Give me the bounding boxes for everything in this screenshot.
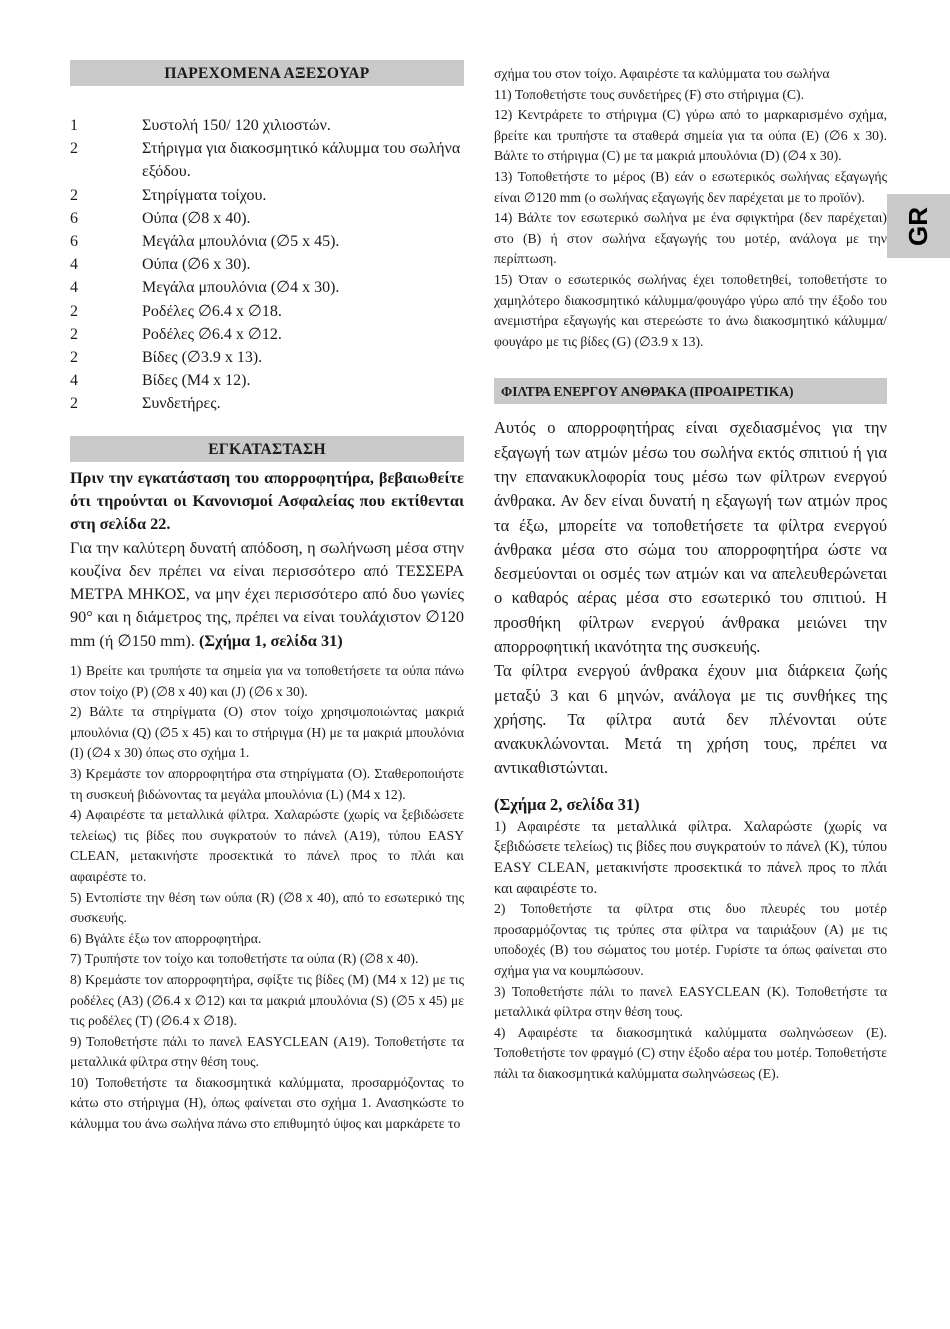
step-item: 14) Βάλτε τον εσωτερικό σωλήνα με ένα σφιγκτήρα (δεν παρέχεται) στο (B) ή στον σωλήνα εξαγωγής του μοτέρ, ανάλογα με την περίπτωση.: [494, 210, 887, 267]
item-qty: 2: [70, 325, 78, 343]
list-item: [70, 300, 464, 323]
step-item: 15) Όταν ο εσωτερικός σωλήνας έχει τοποθετηθεί, τοποθετήστε το χαμηλότερο διακοσμητικό κάλυμμα/φουγάρο γύρω από την έξοδο του ανεμιστήρα εξαγωγής και στερεώστε το άνω διακοσμητικό κάλυμμα/φουγάρο με τις βίδες (G) (∅3.9 x 13).: [494, 271, 887, 349]
item-qty: 2: [70, 186, 78, 204]
accessories-list: [70, 114, 464, 416]
filters-heading: ΦΙΛΤΡΑ ΕΝΕΡΓΟΥ ΑΝΘΡΑΚΑ (ΠΡΟΑΙΡΕΤΙΚΑ): [494, 378, 887, 404]
step-item: 7) Τρυπήστε τον τοίχο και τοποθετήστε τα ούπα (R) (∅8 x 40).: [70, 951, 419, 967]
item-text: Στήριγμα για διακοσμητικό κάλυμμα του σωλήνα εξόδου.: [142, 140, 461, 181]
figure-reference: (Σχήμα 2, σελίδα 31): [494, 794, 640, 814]
installation-steps-right: [494, 64, 887, 352]
installation-warning: [70, 466, 464, 536]
item-qty: 2: [70, 349, 78, 367]
item-text: Μεγάλα μπουλόνια (∅5 x 45).: [142, 233, 340, 251]
item-text: Βίδες (M4 x 12).: [142, 372, 251, 390]
step-item: 10) Τοποθετήστε τα διακοσμητικά καλύμματα, προσαρμόζοντας το κάτω στο στήριγμα (H), όπως φαίνεται στο σχήμα 1. Ανασηκώστε το κάλυμμα του άνω σωλήνα πάνω στο επιθυμητό ύψος και μαρκάρετε το: [70, 1074, 464, 1132]
step-item: 11) Τοποθετήστε τους συνδετήρες (F) στο στήριγμα (C).: [494, 86, 805, 102]
list-item: [70, 207, 464, 230]
item-qty: 1: [70, 117, 78, 134]
filters-paragraph: Τα φίλτρα ενεργού άνθρακα έχουν μια διάρκεια ζωής μεταξύ 3 και 6 μηνών, ανάλογα με τις συνθήκες της χρήσης. Τα φίλτρα αυτά δεν πλένονται ούτε ανακυκλώνονται. Μετά τη χρήση τους, πρέπει να αντικαθιστώνται.: [494, 661, 887, 778]
item-qty: 4: [70, 372, 78, 390]
step-item: 2) Τοποθετήστε τα φίλτρα στις δυο πλευρές του μοτέρ προσαρμόζοντας τις τρύπες στα φίλτρα να ταιριάξουν (A) με τις υποδοχές (B) του σώματος του μοτέρ. Γυρίστε τα όπως φαίνεται στο σχήμα για να κουμπώσουν.: [494, 901, 887, 978]
step-item: 13) Τοποθετήστε το μέρος (B) εάν ο εσωτερικός σωλήνας εξαγωγής είναι ∅120 mm (ο σωλήνας εξαγωγής δεν παρέχεται με το προϊόν).: [494, 168, 887, 205]
installation-steps-left: [70, 661, 464, 1135]
item-text: Βίδες (∅3.9 x 13).: [142, 349, 263, 367]
item-text: Συστολή 150/ 120 χιλιοστών.: [142, 117, 331, 134]
list-item: [70, 276, 464, 299]
step-item: 5) Εντοπίστε την θέση των ούπα (R) (∅8 x 40), από το εσωτερικό της συσκευής.: [70, 889, 464, 926]
list-item: [70, 114, 464, 137]
list-item: [70, 253, 464, 276]
item-text: Ούπα (∅8 x 40).: [142, 209, 251, 227]
item-qty: 4: [70, 279, 78, 297]
list-item: [70, 323, 464, 346]
language-tab: [887, 194, 950, 258]
item-text: Συνδετήρες.: [142, 395, 221, 413]
item-text: Ροδέλες ∅6.4 x ∅18.: [142, 302, 282, 320]
item-qty: 2: [70, 140, 78, 158]
step-item: 8) Κρεμάστε τον απορροφητήρα, σφίξτε τις βίδες (M) (M4 x 12) με τις ροδέλες (A3) (∅6.4 x ∅12) και τα μακριά μπουλόνια (S) (∅5 x 45) με τις ροδέλες (T) (∅6.4 x ∅18).: [70, 971, 464, 1029]
intro-text: Για την καλύτερη δυνατή απόδοση, η σωλήνωση μέσα στην κουζίνα δεν πρέπει να είναι περισσότερο από ΤΕΣΣΕΡΑ ΜΕΤΡΑ ΜΗΚΟΣ, να μην έχει περισσότερο από δυο γωνίες 90° και η διάμετρος της, πρέπει να είναι τουλάχιστον ∅120 mm (ή ∅150 mm).: [70, 537, 464, 650]
filters-paragraph: Αυτός ο απορροφητήρας είναι σχεδιασμένος για την εξαγωγή των ατμών μέσω του σωλήνα εκτός σπιτιού ή για την επανακυκλοφορία τους μέσω των φίλτρων ενεργού άνθρακα. Αν δεν είναι δυνατή η εξαγωγή των ατμών προς τα έξω, μπορείτε να τοποθετήσετε τα φίλτρα ενεργού άνθρακα μέσα στο σώμα του απορροφητήρα ώστε να δεσμεύονται οι οσμές των ατμών και να απελευθερώνεται ο καθαρός αέρας μέσα στο εσωτερικό του σπιτιού. Η προσθήκη φίλτρων ενεργού άνθρακα μειώνει την απορροφητική ικανότητα της συσκευής.: [494, 418, 887, 656]
list-item: [70, 346, 464, 369]
list-item: [70, 184, 464, 207]
step-item: 9) Τοποθετήστε πάλι το πανελ EASYCLEAN (A19). Τοποθετήστε τα μεταλλικά φίλτρα στην θέση τους.: [70, 1033, 464, 1070]
item-qty: 6: [70, 209, 78, 227]
step-item: 2) Βάλτε τα στηρίγματα (O) στον τοίχο χρησιμοποιώντας μακριά μπουλόνια (Q) (∅5 x 45) και το στήριγμα (H) με τα μακριά μπουλόνια (I) (∅4 x 30) όπως στο σχήμα 1.: [70, 704, 464, 761]
accessories-heading: ΠΑΡΕΧΟΜΕΝΑ ΑΞΕΣΟΥΑΡ: [70, 60, 464, 86]
step-item: 3) Κρεμάστε τον απορροφητήρα στα στηρίγματα (O). Σταθεροποιήστε τη συσκευή βιδώνοντας τα μεγάλα μπουλόνια (L) (M4 x 12).: [70, 765, 464, 802]
step-item: 1) Αφαιρέστε τα μεταλλικά φίλτρα. Χαλαρώστε (χωρίς να ξεβιδώσετε τελείως) τις βίδες που συγκρατούν το πάνελ (K), τύπου EASY CLEAN, μετακινήστε προσεκτικά το πάνελ προς το πλάι και αφαιρέστε το.: [494, 818, 887, 897]
language-tab-label: GR: [903, 206, 933, 246]
installation-heading: ΕΓΚΑΤΑΣΤΑΣΗ: [70, 436, 464, 462]
list-item: [70, 369, 464, 392]
step-item: 12) Κεντράρετε το στήριγμα (C) γύρω από το μαρκαρισμένο σχήμα, βρείτε και τρυπήστε τα σταθερά σημεία για τα ούπα (E) (∅6 x 30). Βάλτε το στήριγμα (C) με τα μακριά μπουλόνια (D) (∅4 x 30).: [494, 107, 887, 164]
item-text: Ροδέλες ∅6.4 x ∅12.: [142, 325, 282, 343]
right-column: [494, 64, 887, 1084]
item-qty: 2: [70, 395, 78, 413]
step-item: 1) Βρείτε και τρυπήστε τα σημεία για να τοποθετήσετε τα ούπα πάνω στον τοίχο (P) (∅8 x 40) και (J) (∅6 x 30).: [70, 663, 464, 699]
item-qty: 2: [70, 302, 78, 320]
warning-text: Πριν την εγκατάσταση του απορροφητήρα, βεβαιωθείτε ότι τηρούνται οι Κανονισμοί Ασφαλείας που εκτίθενται στη σελίδα 22.: [70, 467, 464, 534]
item-qty: 6: [70, 233, 78, 251]
item-text: Μεγάλα μπουλόνια (∅4 x 30).: [142, 279, 340, 297]
installation-intro: [70, 536, 464, 652]
list-item: [70, 392, 464, 415]
list-item: [70, 137, 464, 183]
list-item: [70, 230, 464, 253]
figure-reference: (Σχήμα 1, σελίδα 31): [198, 630, 343, 650]
item-qty: 4: [70, 256, 78, 274]
step-item: σχήμα του στον τοίχο. Αφαιρέστε τα καλύμματα του σωλήνα: [494, 66, 830, 81]
step-item: 6) Βγάλτε έξω τον απορροφητήρα.: [70, 930, 262, 946]
step-item: 4) Αφαιρέστε τα διακοσμητικά καλύμματα σωληνώσεων (E). Τοποθετήστε τον φραγμό (C) στην έξοδο αέρα του μοτέρ. Τοποθετήστε πάλι τα διακοσμητικά καλύμματα σωληνώσεως (E).: [494, 1024, 887, 1081]
step-item: 3) Τοποθετήστε πάλι το πανελ EASYCLEAN (K). Τοποθετήστε τα μεταλλικά φίλτρα στην θέση τους.: [494, 983, 887, 1020]
item-text: Στηρίγματα τοίχου.: [142, 186, 267, 204]
step-item: 4) Αφαιρέστε τα μεταλλικά φίλτρα. Χαλαρώστε (χωρίς να ξεβιδώσετε τελείως) τις βίδες που συγκρατούν το πάνελ (A19), τύπου EASY CLEAN, μετακινήστε προσεκτικά το πάνελ προς το πλάι και αφαιρέστε το.: [70, 807, 464, 884]
item-text: Ούπα (∅6 x 30).: [142, 256, 251, 274]
left-column: [70, 60, 464, 1135]
